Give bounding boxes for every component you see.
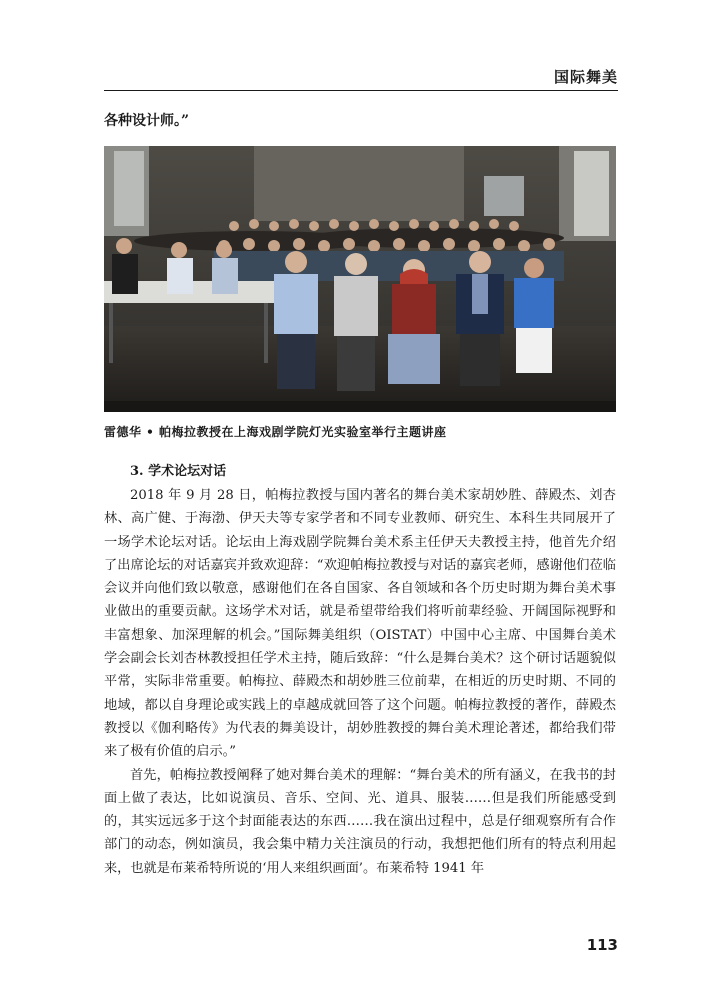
body-paragraph-2: 首先，帕梅拉教授阐释了她对舞台美术的理解：“舞台美术的所有涵义，在我书的封面上做了表达，比如说演员、音乐、空间、光、道具、服装……但是我们所能感受到的，其实远远多于这个封面能表达的东西……我在演出过程中，总是仔细观察所有合作部门的动态，例如演员，我会集中精力关注演员的行动，我想把他们所有的特点利用起来，也就是布莱希特所说的‘用人来组织画面’。布莱希特 1941 年 <box>104 767 616 876</box>
body-paragraph-1: 2018 年 9 月 28 日，帕梅拉教授与国内著名的舞台美术家胡妙胜、薛殿杰、刘杏林、高广健、于海渤、伊天夫等专家学者和不同专业教师、研究生、本科生共同展开了一场学术论坛对话。论坛由上海戏剧学院舞台美术系主任伊天夫教授主持，他首先介绍了出席论坛的对话嘉宾并致欢迎辞：“欢迎帕梅拉教授与对话的嘉宾老师，感谢他们莅临会议并向他们致以敬意，感谢他们在各自国家、各自领域和各个历史时期为舞台美术事业做出的重要贡献。这场学术对话，就是希望带给我们将听前辈经验、开阔国际视野和丰富想象、加深理解的机会。”国际舞美组织（OISTAT）中国中心主席、中国舞台美术学会副会长刘杏林教授担任学术主持，随后致辞：“什么是舞台美术？这个研讨话题貌似平常，实际非常重要。帕梅拉、薛殿杰和胡妙胜三位前辈，在相近的历史时期、不同的地域，都以自身理论或实践上的卓越成就回答了这个问题。帕梅拉教授的著作，薛殿杰教授以《伽利略传》为代表的舞美设计，胡妙胜教授的舞台美术理论著述，都给我们带来了极有价值的启示。” <box>104 488 616 760</box>
group-photo <box>104 146 616 412</box>
page-number: 113 <box>586 936 618 954</box>
group-photo-illustration <box>104 146 616 412</box>
lead-line-text: 各种设计师。” <box>104 113 190 129</box>
section-heading: 3. 学术论坛对话 <box>130 464 227 479</box>
header-rule <box>104 90 618 91</box>
running-header-title: 国际舞美 <box>553 68 618 86</box>
body-text <box>104 484 616 880</box>
photo-caption: 雷德华 • 帕梅拉教授在上海戏剧学院灯光实验室举行主题讲座 <box>104 425 447 439</box>
